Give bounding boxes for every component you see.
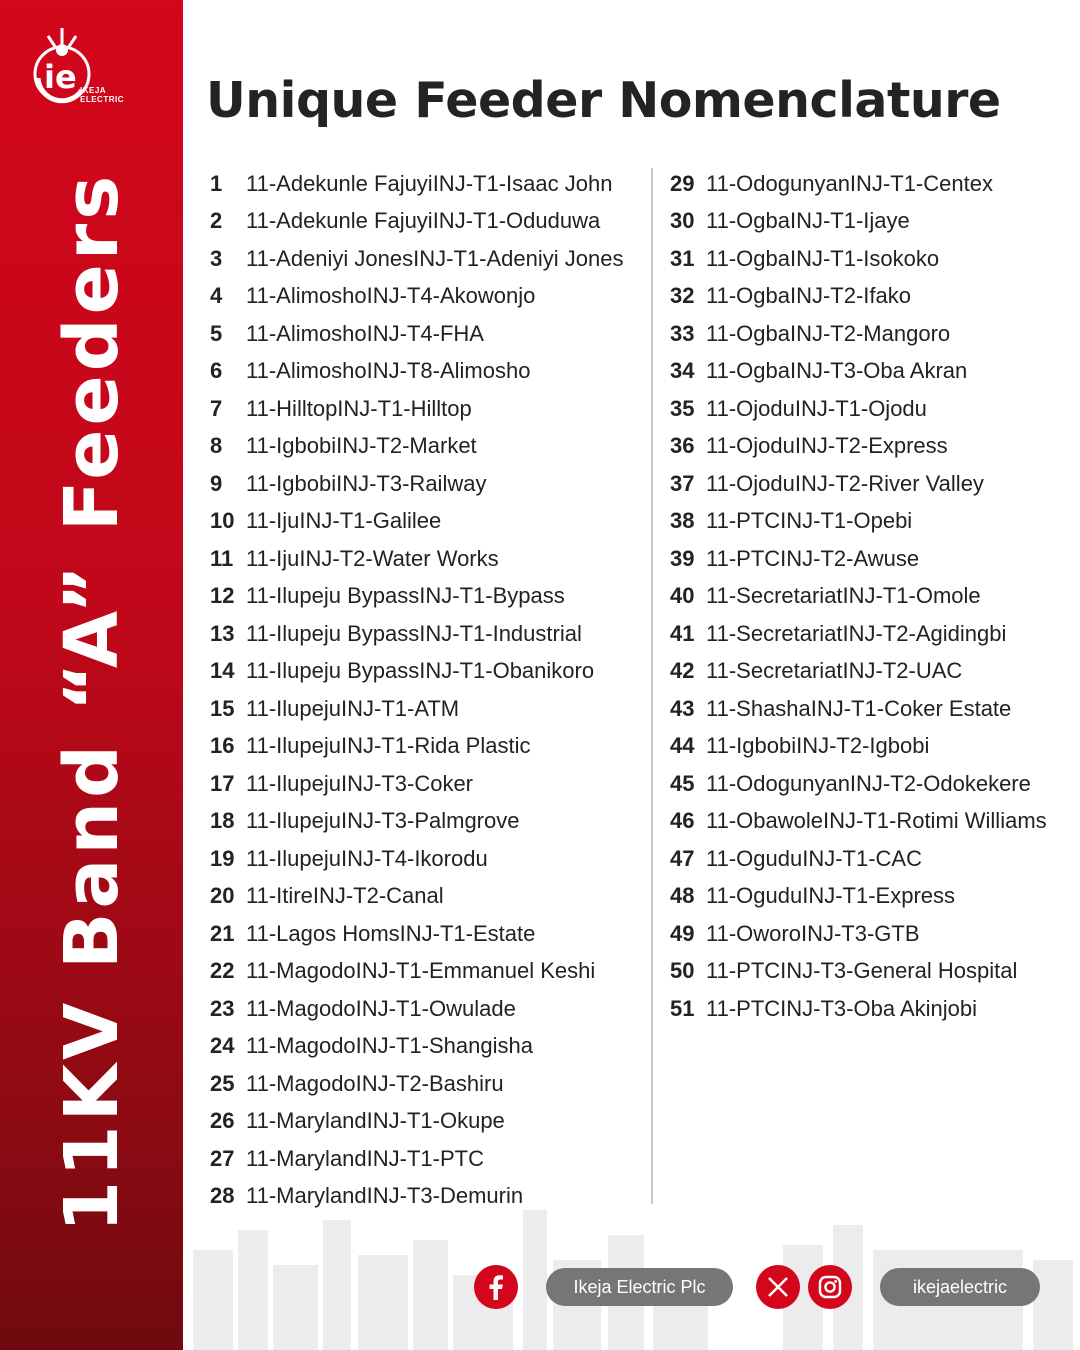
feeder-number: 42 xyxy=(670,658,695,684)
feeder-name: 11-IgbobiINJ-T2-Market xyxy=(246,433,477,459)
vertical-title: 11KV Band “A” Feeders xyxy=(49,171,135,1233)
feeder-number: 49 xyxy=(670,920,695,946)
feeder-name: 11-PTCINJ-T2-Awuse xyxy=(706,545,920,571)
feeder-row xyxy=(210,1103,645,1141)
facebook-icon[interactable] xyxy=(474,1265,518,1309)
feeder-name: 11-SecretariatINJ-T2-Agidingbi xyxy=(706,620,1007,646)
feeder-number: 38 xyxy=(670,508,695,534)
sidebar-banner xyxy=(0,0,183,1350)
feeder-row xyxy=(670,503,1075,541)
feeder-number: 41 xyxy=(670,620,695,646)
feeder-number: 43 xyxy=(670,695,695,721)
feeder-name: 11-IgbobiINJ-T2-Igbobi xyxy=(706,733,930,759)
feeder-row xyxy=(210,690,645,728)
feeder-name: 11-MagodoINJ-T1-Owulade xyxy=(246,995,516,1021)
feeder-row xyxy=(670,990,1075,1028)
feeder-name: 11-OgbaINJ-T2-Ifako xyxy=(706,283,912,309)
feeder-row xyxy=(210,728,645,766)
feeder-name: 11-AlimoshoINJ-T4-FHA xyxy=(246,320,484,346)
feeder-name: 11-PTCINJ-T3-Oba Akinjobi xyxy=(706,995,978,1021)
feeder-number: 37 xyxy=(670,470,695,496)
feeder-number: 32 xyxy=(670,283,695,309)
feeder-name: 11-IlupejuINJ-T1-ATM xyxy=(246,695,460,721)
feeder-name: 11-OworoINJ-T3-GTB xyxy=(706,920,920,946)
feeder-name: 11-MagodoINJ-T1-Shangisha xyxy=(246,1033,533,1059)
feeder-row xyxy=(670,653,1075,691)
feeder-row xyxy=(210,1065,645,1103)
feeder-number: 11 xyxy=(210,545,234,571)
feeder-number: 23 xyxy=(210,995,235,1021)
feeder-number: 39 xyxy=(670,545,695,571)
feeder-name: 11-SecretariatINJ-T1-Omole xyxy=(706,583,981,609)
feeder-number: 15 xyxy=(210,695,235,721)
feeder-row xyxy=(210,465,645,503)
feeder-row xyxy=(210,1028,645,1066)
feeder-number: 8 xyxy=(210,433,223,459)
feeder-row xyxy=(210,203,645,241)
feeder-name: 11-OjoduINJ-T1-Ojodu xyxy=(706,395,927,421)
feeder-name: 11-SecretariatINJ-T2-UAC xyxy=(706,658,963,684)
feeder-name: 11-Adeniyi JonesINJ-T1-Adeniyi Jones xyxy=(246,245,624,271)
feeder-number: 7 xyxy=(210,395,223,421)
feeder-name: 11-Ilupeju BypassINJ-T1-Industrial xyxy=(246,620,582,646)
feeder-list-left xyxy=(210,165,645,1215)
feeder-row xyxy=(210,240,645,278)
feeder-row xyxy=(670,615,1075,653)
feeder-name: 11-MarylandINJ-T1-Okupe xyxy=(246,1108,505,1134)
feeder-name: 11-OgbaINJ-T2-Mangoro xyxy=(706,320,951,346)
feeder-name: 11-AlimoshoINJ-T8-Alimosho xyxy=(246,358,531,384)
feeder-name: 11-IgbobiINJ-T3-Railway xyxy=(246,470,487,496)
feeder-name: 11-IjuINJ-T1-Galilee xyxy=(246,508,442,534)
feeder-row xyxy=(210,165,645,203)
feeder-number: 35 xyxy=(670,395,695,421)
feeder-number: 17 xyxy=(210,770,235,796)
feeder-row xyxy=(670,315,1075,353)
feeder-number: 26 xyxy=(210,1108,235,1134)
page-title: Unique Feeder Nomenclature xyxy=(206,72,1001,129)
feeder-row xyxy=(210,540,645,578)
feeder-name: 11-Ilupeju BypassINJ-T1-Obanikoro xyxy=(246,658,595,684)
feeder-row xyxy=(670,353,1075,391)
feeder-row xyxy=(670,690,1075,728)
feeder-row xyxy=(210,428,645,466)
feeder-row xyxy=(670,278,1075,316)
feeder-number: 4 xyxy=(210,283,223,309)
feeder-name: 11-PTCINJ-T1-Opebi xyxy=(706,508,913,534)
feeder-row xyxy=(670,840,1075,878)
feeder-row xyxy=(670,165,1075,203)
feeder-number: 51 xyxy=(670,995,695,1021)
feeder-row xyxy=(670,240,1075,278)
feeder-row xyxy=(670,390,1075,428)
feeder-number: 30 xyxy=(670,208,695,234)
feeder-row xyxy=(210,803,645,841)
feeder-number: 12 xyxy=(210,583,235,609)
feeder-number: 45 xyxy=(670,770,695,796)
feeder-name: 11-IlupejuINJ-T1-Rida Plastic xyxy=(246,733,531,759)
feeder-name: 11-ObawoleINJ-T1-Rotimi Williams xyxy=(706,808,1047,834)
feeder-name: 11-PTCINJ-T3-General Hospital xyxy=(706,958,1018,984)
feeder-name: 11-IlupejuINJ-T3-Palmgrove xyxy=(246,808,520,834)
feeder-name: 11-Ilupeju BypassINJ-T1-Bypass xyxy=(246,583,565,609)
feeder-number: 48 xyxy=(670,883,695,909)
feeder-row xyxy=(210,953,645,991)
feeder-number: 36 xyxy=(670,433,695,459)
facebook-handle[interactable]: Ikeja Electric Plc xyxy=(546,1268,733,1306)
feeder-name: 11-MarylandINJ-T3-Demurin xyxy=(246,1183,524,1209)
feeder-name: 11-IlupejuINJ-T4-Ikorodu xyxy=(246,845,488,871)
feeder-name: 11-MagodoINJ-T2-Bashiru xyxy=(246,1070,504,1096)
feeder-row xyxy=(210,315,645,353)
feeder-row xyxy=(210,878,645,916)
feeder-row xyxy=(670,578,1075,616)
feeder-number: 33 xyxy=(670,320,695,346)
feeder-name: 11-IlupejuINJ-T3-Coker xyxy=(246,770,474,796)
feeder-row xyxy=(210,390,645,428)
feeder-number: 28 xyxy=(210,1183,235,1209)
social-handle[interactable]: ikejaelectric xyxy=(880,1268,1040,1306)
feeder-name: 11-ItireINJ-T2-Canal xyxy=(246,883,444,909)
feeder-name: 11-OgbaINJ-T1-Isokoko xyxy=(706,245,940,271)
feeder-number: 34 xyxy=(670,358,695,384)
feeder-name: 11-OdogunyanINJ-T2-Odokekere xyxy=(706,770,1031,796)
feeder-row xyxy=(670,803,1075,841)
feeder-name: 11-OguduINJ-T1-CAC xyxy=(706,845,922,871)
feeder-number: 9 xyxy=(210,470,223,496)
feeder-row xyxy=(210,278,645,316)
feeder-name: 11-OdogunyanINJ-T1-Centex xyxy=(706,170,993,196)
feeder-number: 31 xyxy=(670,245,695,271)
feeder-number: 25 xyxy=(210,1070,235,1096)
feeder-row xyxy=(210,1140,645,1178)
feeder-number: 24 xyxy=(210,1033,235,1059)
feeder-number: 44 xyxy=(670,733,695,759)
feeder-name: 11-MagodoINJ-T1-Emmanuel Keshi xyxy=(246,958,596,984)
feeder-name: 11-AlimoshoINJ-T4-Akowonjo xyxy=(246,283,536,309)
feeder-row xyxy=(210,503,645,541)
feeder-row xyxy=(210,578,645,616)
feeder-number: 46 xyxy=(670,808,695,834)
feeder-row xyxy=(670,915,1075,953)
logo-letters: ie xyxy=(44,58,77,96)
facebook-link[interactable] xyxy=(474,1265,518,1309)
feeder-name: 11-OjoduINJ-T2-Express xyxy=(706,433,948,459)
feeder-name: 11-Adekunle FajuyiINJ-T1-Isaac John xyxy=(246,170,613,196)
column-divider xyxy=(651,168,653,1204)
feeder-name: 11-Adekunle FajuyiINJ-T1-Oduduwa xyxy=(246,208,601,234)
feeder-number: 47 xyxy=(670,845,695,871)
feeder-name: 11-OgbaINJ-T1-Ijaye xyxy=(706,208,910,234)
feeder-number: 13 xyxy=(210,620,235,646)
feeder-number: 27 xyxy=(210,1145,235,1171)
feeder-number: 21 xyxy=(210,920,235,946)
feeder-number: 50 xyxy=(670,958,695,984)
feeder-row xyxy=(670,540,1075,578)
feeder-number: 10 xyxy=(210,508,235,534)
feeder-row xyxy=(210,765,645,803)
feeder-name: 11-Lagos HomsINJ-T1-Estate xyxy=(246,920,536,946)
feeder-name: 11-HilltopINJ-T1-Hilltop xyxy=(246,395,472,421)
instagram-icon[interactable] xyxy=(808,1265,852,1309)
feeder-row xyxy=(670,428,1075,466)
feeder-name: 11-IjuINJ-T2-Water Works xyxy=(246,545,499,571)
feeder-number: 14 xyxy=(210,658,235,684)
feeder-row xyxy=(210,653,645,691)
feeder-row xyxy=(210,353,645,391)
feeder-number: 16 xyxy=(210,733,235,759)
feeder-number: 6 xyxy=(210,358,223,384)
feeder-name: 11-OguduINJ-T1-Express xyxy=(706,883,956,909)
feeder-name: 11-MarylandINJ-T1-PTC xyxy=(246,1145,484,1171)
feeder-row xyxy=(670,728,1075,766)
feeder-number: 2 xyxy=(210,208,223,234)
feeder-row xyxy=(670,878,1075,916)
x-icon[interactable] xyxy=(756,1265,800,1309)
feeder-row xyxy=(670,765,1075,803)
feeder-number: 19 xyxy=(210,845,235,871)
feeder-name: 11-OgbaINJ-T3-Oba Akran xyxy=(706,358,968,384)
feeder-number: 18 xyxy=(210,808,235,834)
feeder-number: 40 xyxy=(670,583,695,609)
feeder-row xyxy=(210,840,645,878)
feeder-number: 1 xyxy=(210,170,223,196)
feeder-number: 20 xyxy=(210,883,235,909)
feeder-name: 11-OjoduINJ-T2-River Valley xyxy=(706,470,984,496)
feeder-number: 22 xyxy=(210,958,235,984)
logo-caption: IKEJA ELECTRIC xyxy=(80,86,124,104)
feeder-row xyxy=(670,953,1075,991)
feeder-row xyxy=(210,615,645,653)
feeder-number: 5 xyxy=(210,320,223,346)
feeder-list-right xyxy=(670,165,1075,1028)
feeder-name: 11-ShashaINJ-T1-Coker Estate xyxy=(706,695,1012,721)
feeder-number: 3 xyxy=(210,245,223,271)
feeder-row xyxy=(210,915,645,953)
feeder-row xyxy=(670,465,1075,503)
feeder-number: 29 xyxy=(670,170,695,196)
feeder-row xyxy=(210,990,645,1028)
feeder-row xyxy=(670,203,1075,241)
